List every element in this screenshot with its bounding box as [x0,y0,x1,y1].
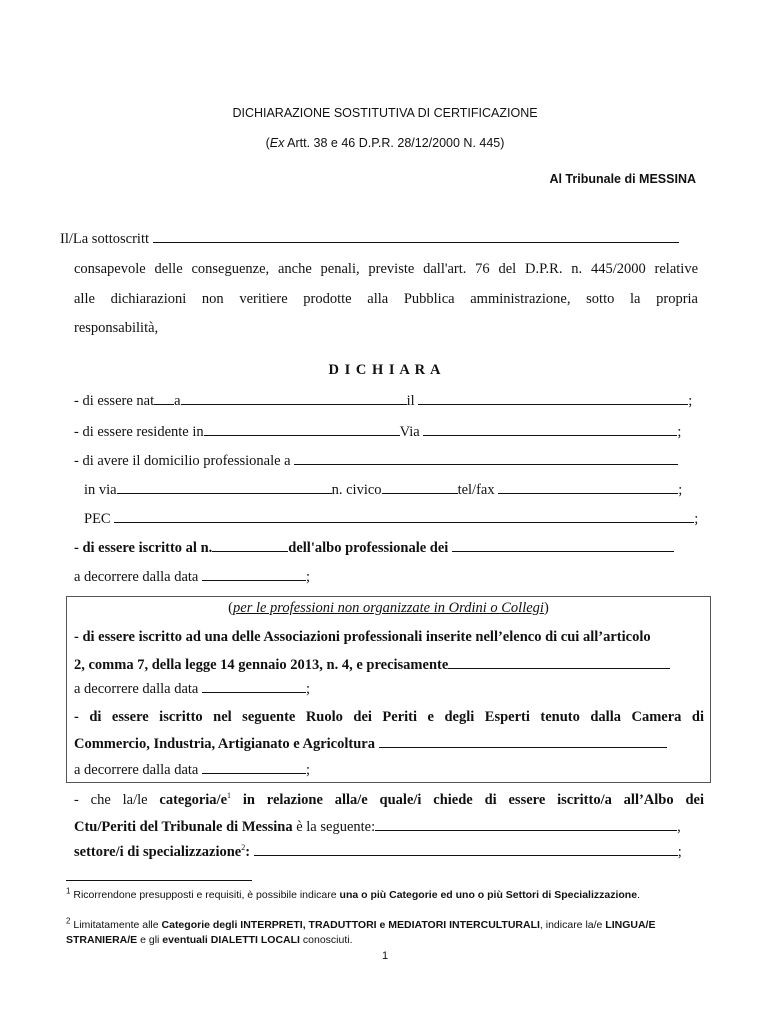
dichiara-heading: D I C H I A R A [328,362,442,378]
document-subtitle [0,136,770,150]
box-decorrere-label: a decorrere dalla data [74,762,199,778]
albo-field[interactable] [452,539,674,552]
footnote-2 [66,918,706,948]
box-decorrere-field-2[interactable] [202,761,306,774]
categoria-label: categoria/e [159,792,228,808]
categoria-che: - che la/le [74,792,148,808]
via-residenza-field[interactable] [423,423,677,436]
intro-line-1: consapevole delle conseguenze, anche penali, previste dall'art. 76 del D.P.R. n. 445/2000 relative [74,261,698,277]
associazione-field[interactable] [448,656,670,669]
decorrere-field[interactable] [202,568,306,581]
domicilio-field[interactable] [294,452,678,465]
assoc-line-2-text: 2, comma 7, della legge 14 gennaio 2013, n. 4, e precisamente [74,657,449,673]
footnote-ref-2: 2 [241,843,246,853]
footnote-divider [66,880,252,881]
civico-label: n. civico [331,482,382,498]
semicolon: ; [678,482,683,498]
decorrere-line [74,568,310,586]
sottoscritto-field[interactable] [153,230,679,243]
residente-label: - di essere residente in [74,424,204,440]
semicolon: ; [677,424,682,440]
pec-line [84,510,698,528]
subtitle-open: ( [265,136,270,150]
footnote-1-bold: una o più Categorie ed uno o più Settori di Specializzazione [339,889,638,901]
footnote-2-c: , indicare la/e [539,919,603,931]
seguente-label: è la seguente: [296,819,376,835]
semicolon: ; [306,569,311,585]
subtitle-ex: Ex [269,136,285,150]
footnote-1-number: 1 [66,886,71,896]
footnote-1-end: . [637,889,640,901]
civico-field[interactable] [382,481,458,494]
pec-field[interactable] [114,510,694,523]
ruolo-field[interactable] [379,735,667,748]
box-heading-text: per le professioni non organizzate in Ordini o Collegi [233,600,544,616]
subtitle-rest: Artt. 38 e 46 D.P.R. 28/12/2000 N. 445) [287,136,505,150]
nato-gender-field[interactable] [154,392,174,405]
categoria-line-1 [74,792,704,809]
decorrere-label: a decorrere dalla data [74,569,199,585]
box-decorrere-1 [74,680,310,698]
footnote-2-g: eventuali DIALETTI LOCALI [162,934,300,946]
ruolo-line-1: - di essere iscritto nel seguente Ruolo dei Periti e degli Esperti tenuto dalla Camera di [74,709,704,725]
telfax-label: tel/fax [457,482,495,498]
settore-label: settore/i di specializzazione [74,844,242,860]
assoc-line-2 [74,656,670,674]
footnote-2-a: Limitatamente alle [73,919,159,931]
box-decorrere-field-1[interactable] [202,680,306,693]
domicilio-line [74,452,678,470]
ruolo-line-2-text: Commercio, Industria, Artigianato e Agricoltura [74,736,375,752]
footnote-2-b: Categorie degli INTERPRETI, TRADUTTORI e MEDIATORI INTERCULTURALI [161,919,540,931]
telfax-field[interactable] [498,481,678,494]
pec-label: PEC [84,511,111,527]
albo-label: dell'albo professionale dei [288,540,449,556]
luogo-nascita-field[interactable] [181,392,407,405]
categoria-rest: in relazione alla/e quale/i chiede di essere iscritto/a all’Albo dei [242,792,704,808]
box-decorrere-2 [74,761,310,779]
footnote-1 [66,886,640,901]
iscritto-line [74,539,674,557]
nato-line [74,392,692,410]
semicolon: ; [694,511,699,527]
sottoscritto-label: Il/La sottoscritt [60,231,149,247]
residente-line [74,423,681,441]
settore-line [74,843,682,861]
semicolon: ; [306,762,311,778]
footnote-2-e: STRANIERA/E [66,934,138,946]
footnote-1-text: Ricorrendone presupposti e requisiti, è possibile indicare [73,889,337,901]
box-heading: (per le professioni non organizzate in Ordini o Collegi) [228,600,549,616]
semicolon: ; [306,681,311,697]
nato-il-label: il [406,393,415,409]
assoc-line-1: - di essere iscritto ad una delle Associazioni professionali inserite nell’elenco di cui all’articolo [74,629,651,645]
document-title: DICHIARAZIONE SOSTITUTIVA DI CERTIFICAZIONE [232,106,538,120]
domicilio-label: - di avere il domicilio professionale a [74,453,291,469]
indirizzo-line [84,481,682,499]
in-via-field[interactable] [117,481,332,494]
footnote-2-h: conosciuti. [302,934,353,946]
in-via-label: in via [84,482,117,498]
semicolon: ; [677,844,682,860]
iscritto-label: - di essere iscritto al n. [74,540,213,556]
categoria-line-2: Ctu/Periti del Tribunale di Messina è la seguente: , [74,819,681,835]
page-number: 1 [381,950,389,962]
residenza-field[interactable] [204,423,400,436]
box-decorrere-label: a decorrere dalla data [74,681,199,697]
nato-label: - di essere nat [74,393,155,409]
categoria-field[interactable] [375,818,677,831]
intro-line-2: alle dichiarazioni non veritiere prodotte alla Pubblica amministrazione, sotto la propria [74,291,698,307]
sottoscritto-line [60,230,679,248]
footnote-2-number: 2 [66,916,71,926]
addressee: Al Tribunale di MESSINA [549,172,696,186]
data-nascita-field[interactable] [418,392,688,405]
footnote-ref-1: 1 [227,791,232,801]
footnote-2-f: e gli [140,934,160,946]
semicolon: ; [688,393,693,409]
tribunale-label: Ctu/Periti del Tribunale di Messina [74,819,293,835]
numero-iscrizione-field[interactable] [212,539,288,552]
nato-a-label: a [174,393,181,409]
footnote-2-d: LINGUA/E [605,919,656,931]
settore-field[interactable] [254,843,678,856]
ruolo-line-2 [74,735,667,753]
via-label: Via [399,424,420,440]
settore-colon: : [245,844,251,860]
intro-line-3: responsabilità, [74,320,159,336]
